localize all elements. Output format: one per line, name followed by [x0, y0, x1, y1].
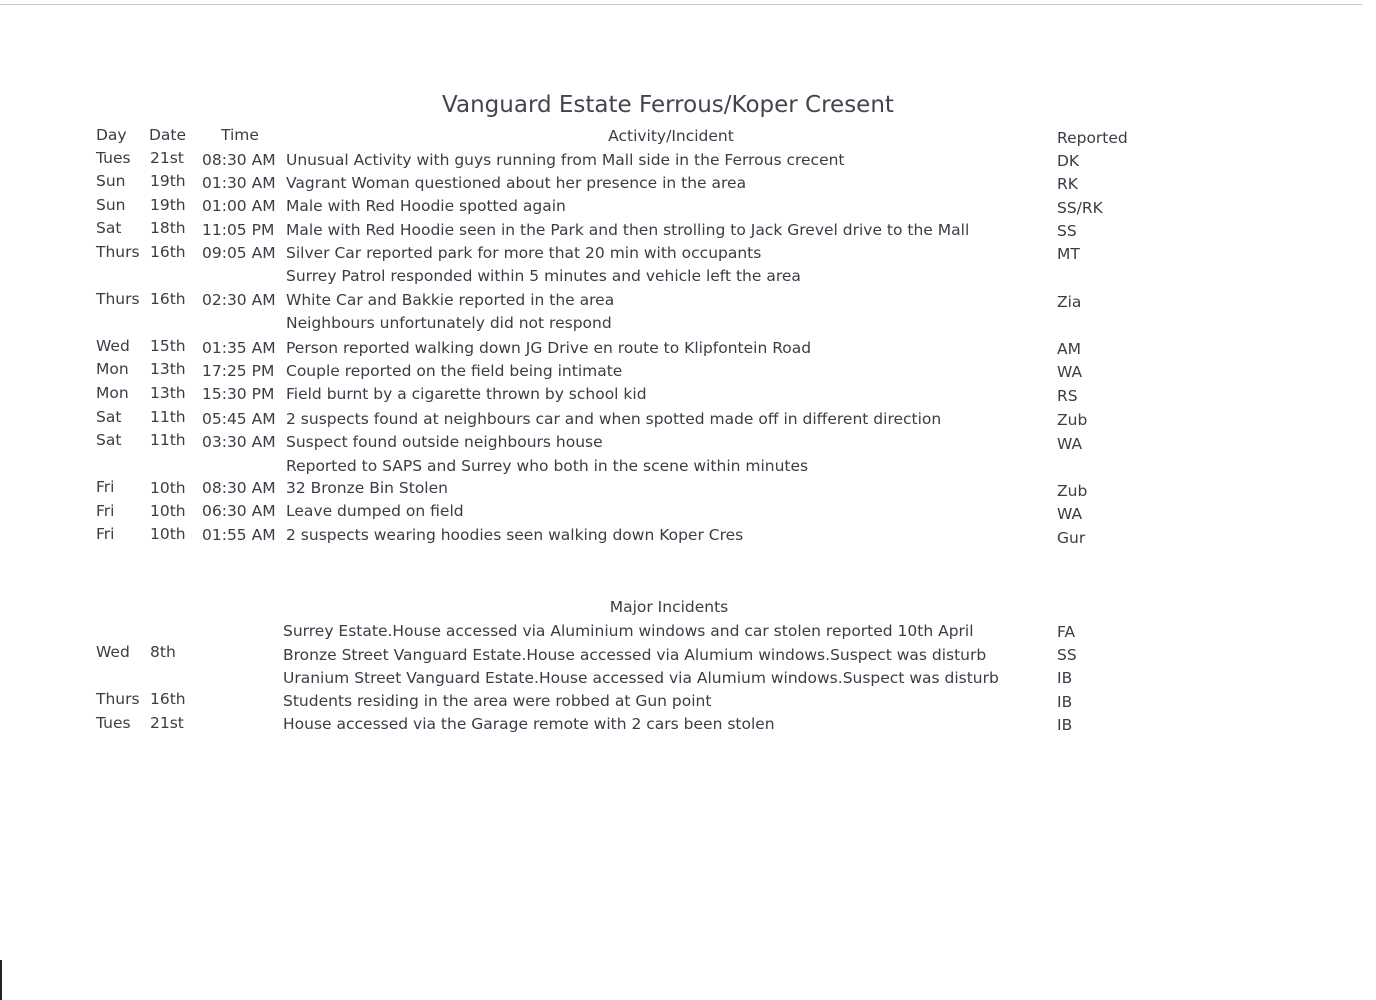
row-time: 11:05 PM	[202, 221, 275, 239]
row-time: 06:30 AM	[202, 502, 276, 520]
row-day: Sun	[96, 196, 126, 214]
major-day: Tues	[96, 714, 131, 732]
row-time: 03:30 AM	[202, 433, 276, 451]
row-day: Sat	[96, 408, 122, 426]
major-date: 21st	[150, 714, 184, 732]
header-day: Day	[96, 126, 127, 144]
row-day: Fri	[96, 525, 115, 543]
row-day: Thurs	[96, 290, 140, 308]
major-activity: Students residing in the area were robbed at Gun point	[283, 692, 712, 710]
row-reported: AM	[1057, 340, 1081, 358]
major-reported: IB	[1057, 716, 1073, 734]
row-reported: Gur	[1057, 529, 1086, 547]
major-activity: Surrey Estate.House accessed via Aluminium windows and car stolen reported 10th April	[283, 622, 974, 640]
row-time: 09:05 AM	[202, 244, 276, 262]
row-time: 01:00 AM	[202, 197, 276, 215]
row-day: Sat	[96, 431, 122, 449]
major-day: Thurs	[96, 690, 140, 708]
row-activity: 32 Bronze Bin Stolen	[286, 479, 448, 497]
row-time: 15:30 PM	[202, 385, 275, 403]
major-activity: House accessed via the Garage remote with 2 cars been stolen	[283, 715, 775, 733]
row-date: 11th	[150, 431, 186, 449]
row-reported: Zia	[1057, 293, 1082, 311]
row-reported: Zub	[1057, 482, 1088, 500]
row-reported: DK	[1057, 152, 1080, 170]
row-date: 10th	[150, 525, 186, 543]
document-title: Vanguard Estate Ferrous/Koper Cresent	[442, 92, 894, 118]
row-activity: Vagrant Woman questioned about her presence in the area	[286, 174, 747, 192]
row-day: Sun	[96, 172, 126, 190]
row-date: 16th	[150, 243, 186, 261]
major-activity: Bronze Street Vanguard Estate.House accessed via Alumium windows.Suspect was disturb	[283, 646, 987, 664]
row-date: 16th	[150, 290, 186, 308]
row-day: Fri	[96, 502, 115, 520]
row-date: 15th	[150, 337, 186, 355]
scan-edge-line	[0, 4, 1362, 5]
row-activity: Surrey Patrol responded within 5 minutes and vehicle left the area	[286, 267, 801, 285]
major-reported: FA	[1057, 623, 1076, 641]
header-date: Date	[149, 126, 187, 144]
row-activity: Field burnt by a cigarette thrown by school kid	[286, 385, 647, 403]
row-activity: Couple reported on the field being intimate	[286, 362, 623, 380]
row-time: 08:30 AM	[202, 151, 276, 169]
major-reported: IB	[1057, 693, 1073, 711]
row-reported: Zub	[1057, 411, 1088, 429]
row-date: 10th	[150, 479, 186, 497]
row-time: 02:30 AM	[202, 291, 276, 309]
row-date: 13th	[150, 360, 186, 378]
major-date: 8th	[150, 643, 176, 661]
row-time: 01:35 AM	[202, 339, 276, 357]
row-time: 01:30 AM	[202, 174, 276, 192]
row-reported: WA	[1057, 435, 1083, 453]
row-reported: SS/RK	[1057, 199, 1103, 217]
row-reported: WA	[1057, 505, 1083, 523]
row-date: 18th	[150, 219, 186, 237]
row-activity: Leave dumped on field	[286, 502, 464, 520]
row-date: 11th	[150, 408, 186, 426]
row-activity: 2 suspects wearing hoodies seen walking down Koper Cres	[286, 526, 744, 544]
row-day: Wed	[96, 337, 130, 355]
major-reported: IB	[1057, 669, 1073, 687]
row-activity: Suspect found outside neighbours house	[286, 433, 603, 451]
row-activity: Person reported walking down JG Drive en route to Klipfontein Road	[286, 339, 812, 357]
row-day: Mon	[96, 384, 129, 402]
row-day: Tues	[96, 149, 131, 167]
row-activity: White Car and Bakkie reported in the area	[286, 291, 615, 309]
row-reported: RK	[1057, 175, 1078, 193]
header-time: Time	[221, 126, 259, 144]
row-activity: Neighbours unfortunately did not respond	[286, 314, 612, 332]
row-activity: Reported to SAPS and Surrey who both in the scene within minutes	[286, 457, 809, 475]
row-reported: RS	[1057, 387, 1078, 405]
row-reported: SS	[1057, 222, 1077, 240]
row-date: 13th	[150, 384, 186, 402]
row-date: 19th	[150, 196, 186, 214]
row-activity: Male with Red Hoodie seen in the Park and then strolling to Jack Grevel drive to the Mall	[286, 221, 970, 239]
major-date: 16th	[150, 690, 186, 708]
row-day: Thurs	[96, 243, 140, 261]
row-activity: 2 suspects found at neighbours car and when spotted made off in different direction	[286, 410, 942, 428]
row-activity: Silver Car reported park for more that 20 min with occupants	[286, 244, 762, 262]
row-time: 01:55 AM	[202, 526, 276, 544]
row-activity: Male with Red Hoodie spotted again	[286, 197, 566, 215]
row-time: 17:25 PM	[202, 362, 275, 380]
row-time: 05:45 AM	[202, 410, 276, 428]
major-reported: SS	[1057, 646, 1077, 664]
row-reported: WA	[1057, 363, 1083, 381]
scan-edge-mark	[0, 960, 2, 1000]
row-date: 19th	[150, 172, 186, 190]
major-day: Wed	[96, 643, 130, 661]
header-activity: Activity/Incident	[608, 127, 734, 145]
row-date: 10th	[150, 502, 186, 520]
major-activity: Uranium Street Vanguard Estate.House accessed via Alumium windows.Suspect was disturb	[283, 669, 999, 687]
header-reported: Reported	[1057, 129, 1128, 147]
row-date: 21st	[150, 149, 184, 167]
row-time: 08:30 AM	[202, 479, 276, 497]
row-day: Mon	[96, 360, 129, 378]
row-day: Fri	[96, 478, 115, 496]
major-incidents-title: Major Incidents	[609, 598, 729, 616]
row-reported: MT	[1057, 245, 1080, 263]
row-activity: Unusual Activity with guys running from Mall side in the Ferrous crecent	[286, 151, 845, 169]
row-day: Sat	[96, 219, 122, 237]
